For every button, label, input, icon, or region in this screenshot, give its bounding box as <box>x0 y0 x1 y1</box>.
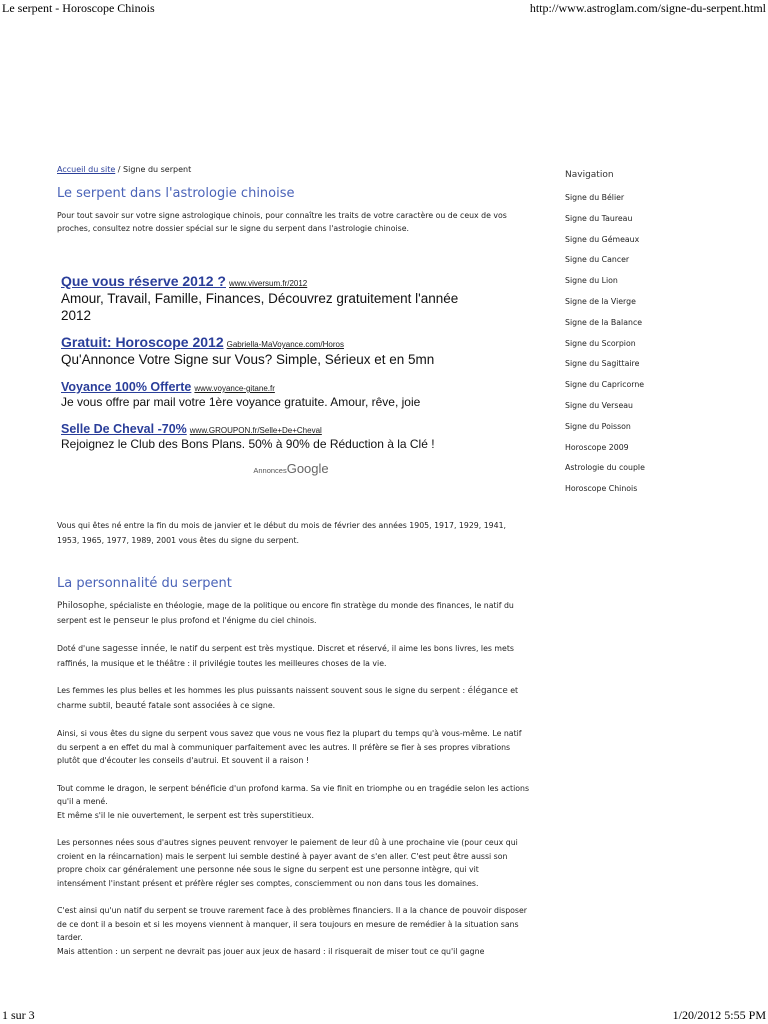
paragraph: C'est ainsi qu'un natif du serpent se trouve rarement face à des problèmes financiers. Il a la chance de pouvoir disposer de ce dont il a besoin et si les moyens viennent à manquer, il sera toujours en mesure de remédier à la situation sans tarder. Mais attention : un serpent ne devrait pas jouer aux jeux de hasard : il risquerait de miser tout ce qu'il gagne <box>57 906 527 956</box>
highlight-word: élégance <box>467 686 508 696</box>
nav-item-balance[interactable]: Signe de la Balance <box>565 317 643 327</box>
ad-title-link[interactable]: Que vous réserve 2012 ? <box>61 273 226 289</box>
nav-item-gemeaux[interactable]: Signe du Gémeaux <box>565 234 640 244</box>
nav-item-poisson[interactable]: Signe du Poisson <box>565 421 631 431</box>
highlight-word: Philosophe <box>57 601 105 611</box>
sidebar-navigation <box>565 170 745 500</box>
print-datetime: 1/20/2012 5:55 PM <box>672 1008 766 1022</box>
ad-url-link[interactable]: www.viversum.fr/2012 <box>229 279 308 288</box>
highlight-word: beauté <box>115 700 147 711</box>
page-url-header: http://www.astroglam.com/signe-du-serpent.html <box>529 1 766 15</box>
print-header <box>0 1 768 17</box>
nav-item-astrologie-couple[interactable]: Astrologie du couple <box>565 463 645 473</box>
breadcrumb-home-link[interactable]: Accueil du site <box>57 165 116 174</box>
nav-item-belier[interactable]: Signe du Bélier <box>565 193 625 202</box>
breadcrumb-current: Signe du serpent <box>123 165 192 174</box>
main-content <box>57 165 530 972</box>
page-title-header: Le serpent - Horoscope Chinois <box>2 1 155 15</box>
ad-description: Amour, Travail, Famille, Finances, Découvrez gratuitement l'année 2012 <box>61 291 459 323</box>
nav-item-taureau[interactable]: Signe du Taureau <box>565 213 633 223</box>
intro-paragraph: Pour tout savoir sur votre signe astrologique chinois, pour connaître les traits de votre caractère ou de ceux de vos proches, consultez notre dossier spécial sur le signe du serpent dans l'astrologie chinoise. <box>57 211 507 233</box>
nav-item-capricorne[interactable]: Signe du Capricorne <box>565 380 645 390</box>
highlight-word: penseur <box>113 615 149 626</box>
nav-item-horoscope-chinois[interactable]: Horoscope Chinois <box>565 484 638 494</box>
navigation-heading: Navigation <box>565 170 614 180</box>
print-footer <box>0 1008 768 1024</box>
ad-description: Qu'Annonce Votre Signe sur Vous? Simple, Sérieux et en 5mn <box>61 352 435 367</box>
nav-item-lion[interactable]: Signe du Lion <box>565 276 618 286</box>
ad-url-link[interactable]: www.voyance-gitane.fr <box>194 384 275 393</box>
paragraph: Les femmes les plus belles et les hommes les plus puissants naissent souvent sous le signe du serpent : élégance et charme subtil, beauté fatale sont associées à ce signe. <box>57 686 519 711</box>
nav-item-vierge[interactable]: Signe de la Vierge <box>565 296 636 306</box>
ad-description: Rejoignez le Club des Bons Plans. 50% à 90% de Réduction à la Clé ! <box>61 437 435 451</box>
nav-item-sagittaire[interactable]: Signe du Sagittaire <box>565 359 640 369</box>
paragraph: Doté d'une sagesse innée, le natif du serpent est très mystique. Discret et réservé, il aime les bons livres, les mets raffinés, la musique et le théâtre : il privilégie toutes les meilleures choses de la vie. <box>57 644 514 668</box>
paragraph: Ainsi, si vous êtes du signe du serpent vous savez que vous ne vous fiez la plupart du temps qu'à vous-même. Le natif du serpent a en effet du mal à communiquer parfaitement avec les autres. Il préfère se fier à ses propres vibrations plutôt que d'écouter les conseils d'autrui. Et souvent il a raison ! <box>57 729 522 765</box>
ad-item <box>61 271 461 324</box>
ads-by-google-link[interactable] <box>121 460 461 478</box>
ad-url-link[interactable]: www.GROUPON.fr/Selle+De+Cheval <box>189 426 322 435</box>
ad-title-link[interactable]: Gratuit: Horoscope 2012 <box>61 334 224 350</box>
ad-item <box>61 332 461 368</box>
page-number: 1 sur 3 <box>2 1008 35 1022</box>
birth-years-paragraph: Vous qui êtes né entre la fin du mois de janvier et le début du mois de février des années 1905, 1917, 1929, 1941, 1953, 1965, 1977, 1989, 2001 vous êtes du signe du serpent. <box>57 521 507 545</box>
section-title: La personnalité du serpent <box>57 576 232 591</box>
nav-item-scorpion[interactable]: Signe du Scorpion <box>565 338 636 348</box>
ad-title-link[interactable]: Voyance 100% Offerte <box>61 380 192 394</box>
ad-description: Je vous offre par mail votre 1ère voyance gratuite. Amour, rêve, joie <box>61 395 421 409</box>
ad-item <box>61 376 461 410</box>
paragraph: Philosophe, spécialiste en théologie, mage de la politique ou encore fin stratège du monde des finances, le natif du serpent est le penseur le plus profond et l'énigme du ciel chinois. <box>57 601 514 626</box>
highlight-word: sagesse innée <box>102 644 166 654</box>
paragraph: Les personnes nées sous d'autres signes peuvent renvoyer le paiement de leur dû à une prochaine vie (pour ceux qui croient en la réincarnation) mais le serpent lui semble destiné à payer avant de s'en aller. C'est peut être aussi son propre choix car généralement une personne née sous le signe du serpent est une personne intègre, qui vit intensément l'instant présent et préfère régler ses comptes, consciemment ou non dans tous les domaines. <box>57 838 518 888</box>
paragraph: Tout comme le dragon, le serpent bénéficie d'un profond karma. Sa vie finit en triomphe ou en tragédie selon les actions qu'il a mené. Et même s'il le nie ouvertement, le serpent est très superstitieux. <box>57 783 530 820</box>
google-logo: Google <box>286 461 329 476</box>
nav-item-cancer[interactable]: Signe du Cancer <box>565 255 630 265</box>
ad-url-link[interactable]: Gabriella-MaVoyance.com/Horos <box>226 340 344 349</box>
breadcrumb <box>57 165 530 174</box>
nav-item-verseau[interactable]: Signe du Verseau <box>565 400 633 410</box>
ads-footer-label: Annonces <box>253 466 287 475</box>
google-ads-block <box>61 271 461 478</box>
ad-title-link[interactable]: Selle De Cheval -70% <box>61 422 187 436</box>
ad-item <box>61 418 461 452</box>
page-title: Le serpent dans l'astrologie chinoise <box>57 186 295 201</box>
breadcrumb-separator: / <box>115 165 124 174</box>
nav-item-horoscope-2009[interactable]: Horoscope 2009 <box>565 442 629 452</box>
